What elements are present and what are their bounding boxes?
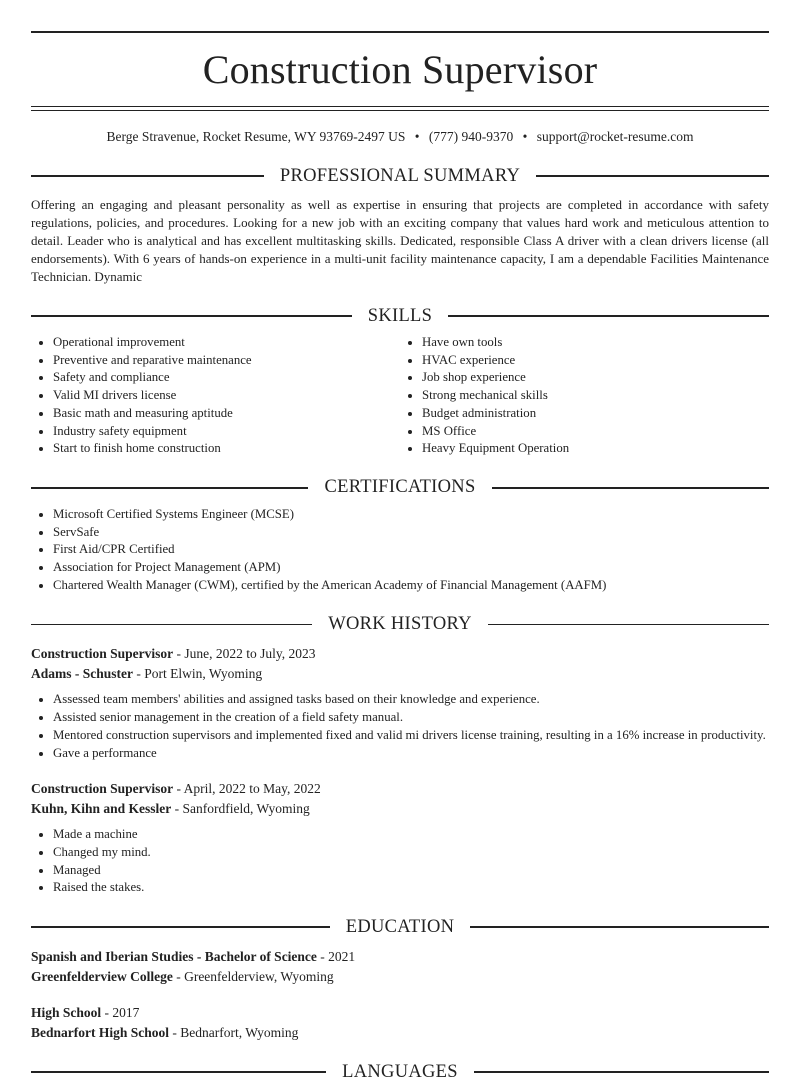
skill-item: • Preventive and reparative maintenance [53, 352, 400, 370]
certification-item: • Microsoft Certified Systems Engineer (MCSE) [53, 506, 769, 524]
job-bullets [31, 691, 769, 762]
resume-page [31, 0, 769, 1084]
skill-item: • Start to finish home construction [53, 440, 400, 458]
skill-item: • Job shop experience [422, 369, 769, 387]
section-rule [470, 926, 769, 927]
skill-item: • Valid MI drivers license [53, 387, 400, 405]
section-header-summary [31, 164, 769, 188]
job-bullet: • Assisted senior management in the creation of a field safety manual. [53, 709, 769, 727]
certification-item: • ServSafe [53, 524, 769, 542]
job-title: Construction Supervisor [31, 646, 174, 662]
section-title: PROFESSIONAL SUMMARY [279, 165, 521, 186]
job-company: Adams - Schuster [31, 665, 134, 681]
section-rule [31, 487, 308, 488]
section-header-certifications [31, 476, 769, 500]
job-bullet: • Mentored construction supervisors and implemented fixed and valid mi drivers license training, resulting in a 16% increase in productivity. [53, 727, 769, 745]
summary-text: Offering an engaging and pleasant personality as well as expertise in ensuring that projects are completed in accordance with safety regulations, policies, and procedures. Looking for a new job with an exciting company that values hard work and meticulous attention to detail. Leader who is analytical and has excellent multitasking skills. Dedicated, responsible Class A driver with a clean drivers license (all endorsements). With 6 years of hands-on experience in a multi-unit facility maintenance capacity, I am a dependable Facilities Maintenance Technician. Dynamic [31, 197, 769, 284]
job-company: Kuhn, Kihn and Kessler [31, 800, 172, 816]
skill-item: • Industry safety equipment [53, 423, 400, 441]
skill-item: • Operational improvement [53, 334, 400, 352]
degree-year: - 2021 [316, 949, 356, 965]
section-rule [31, 175, 264, 176]
section-rule [31, 1071, 326, 1072]
section-rule [31, 624, 312, 625]
contact-email[interactable]: support@rocket-resume.com [536, 129, 694, 144]
section-title: CERTIFICATIONS [324, 477, 476, 498]
section-rule [31, 926, 330, 927]
skill-item: • HVAC experience [422, 352, 769, 370]
job-bullet: • Assessed team members' abilities and assigned tasks based on their knowledge and experience. [53, 691, 769, 709]
school-line [31, 967, 769, 987]
job-title: Construction Supervisor [31, 781, 174, 797]
school: Bednarfort High School [31, 1024, 170, 1040]
skill-item: • MS Office [422, 423, 769, 441]
job-dates: - April, 2022 to May, 2022 [173, 781, 321, 797]
degree-year: - 2017 [101, 1005, 140, 1021]
job-location: - Sanfordfield, Wyoming [171, 800, 310, 816]
certification-item: • Chartered Wealth Manager (CWM), certified by the American Academy of Financial Management (AAFM) [53, 577, 769, 595]
section-title: SKILLS [367, 305, 433, 326]
school-location: - Bednarfort, Wyoming [169, 1024, 299, 1040]
section-title: EDUCATION [345, 916, 455, 937]
section-header-education [31, 915, 769, 939]
contact-address: Berge Stravenue, Rocket Resume, WY 93769-2497 US [106, 129, 406, 144]
section-rule [492, 487, 769, 488]
section-title: WORK HISTORY [328, 613, 472, 634]
skill-item: • Basic math and measuring aptitude [53, 405, 400, 423]
certification-item: • First Aid/CPR Certified [53, 541, 769, 559]
contact-line [31, 128, 769, 146]
section-rule [31, 315, 352, 316]
section-title: LANGUAGES [342, 1061, 458, 1082]
job-bullet: • Made a machine [53, 826, 769, 844]
skills-list-left [31, 334, 400, 458]
skills-list-right [400, 334, 769, 458]
education-entry [31, 947, 769, 986]
job-bullet: • Gave a performance [53, 745, 769, 763]
degree: Spanish and Iberian Studies - Bachelor of Science [31, 949, 317, 965]
section-rule [448, 315, 769, 316]
school-line [31, 1023, 769, 1043]
job-title-line [31, 779, 769, 799]
job-bullet: • Changed my mind. [53, 844, 769, 862]
skill-item: • Safety and compliance [53, 369, 400, 387]
contact-separator: • [522, 129, 528, 144]
job-company-line [31, 799, 769, 819]
certifications-list [31, 506, 769, 595]
section-rule [488, 624, 769, 625]
job-entry [31, 779, 769, 818]
skill-item: • Heavy Equipment Operation [422, 440, 769, 458]
school-location: - Greenfelderview, Wyoming [172, 968, 334, 984]
job-title-line [31, 644, 769, 664]
job-bullet: • Managed [53, 862, 769, 880]
job-dates: - June, 2022 to July, 2023 [173, 646, 316, 662]
skill-item: • Budget administration [422, 405, 769, 423]
skills-columns [31, 328, 769, 458]
section-rule [536, 175, 769, 176]
degree: High School [31, 1005, 102, 1021]
skill-item: • Have own tools [422, 334, 769, 352]
school: Greenfelderview College [31, 968, 173, 984]
job-bullets [31, 826, 769, 897]
double-rule [31, 106, 769, 111]
degree-line [31, 1003, 769, 1023]
job-company-line [31, 664, 769, 684]
candidate-name: Construction Supervisor [202, 47, 598, 92]
degree-line [31, 947, 769, 967]
section-rule [474, 1071, 769, 1072]
job-entry [31, 644, 769, 683]
contact-separator: • [414, 129, 420, 144]
education-entry [31, 1003, 769, 1042]
contact-phone: (777) 940-9370 [428, 129, 514, 144]
skill-item: • Strong mechanical skills [422, 387, 769, 405]
section-header-skills [31, 304, 769, 328]
job-bullet: • Raised the stakes. [53, 879, 769, 897]
section-header-work [31, 612, 769, 636]
top-rule [31, 31, 769, 33]
section-header-languages [31, 1060, 769, 1084]
certification-item: • Association for Project Management (APM) [53, 559, 769, 577]
job-location: - Port Elwin, Wyoming [133, 665, 263, 681]
